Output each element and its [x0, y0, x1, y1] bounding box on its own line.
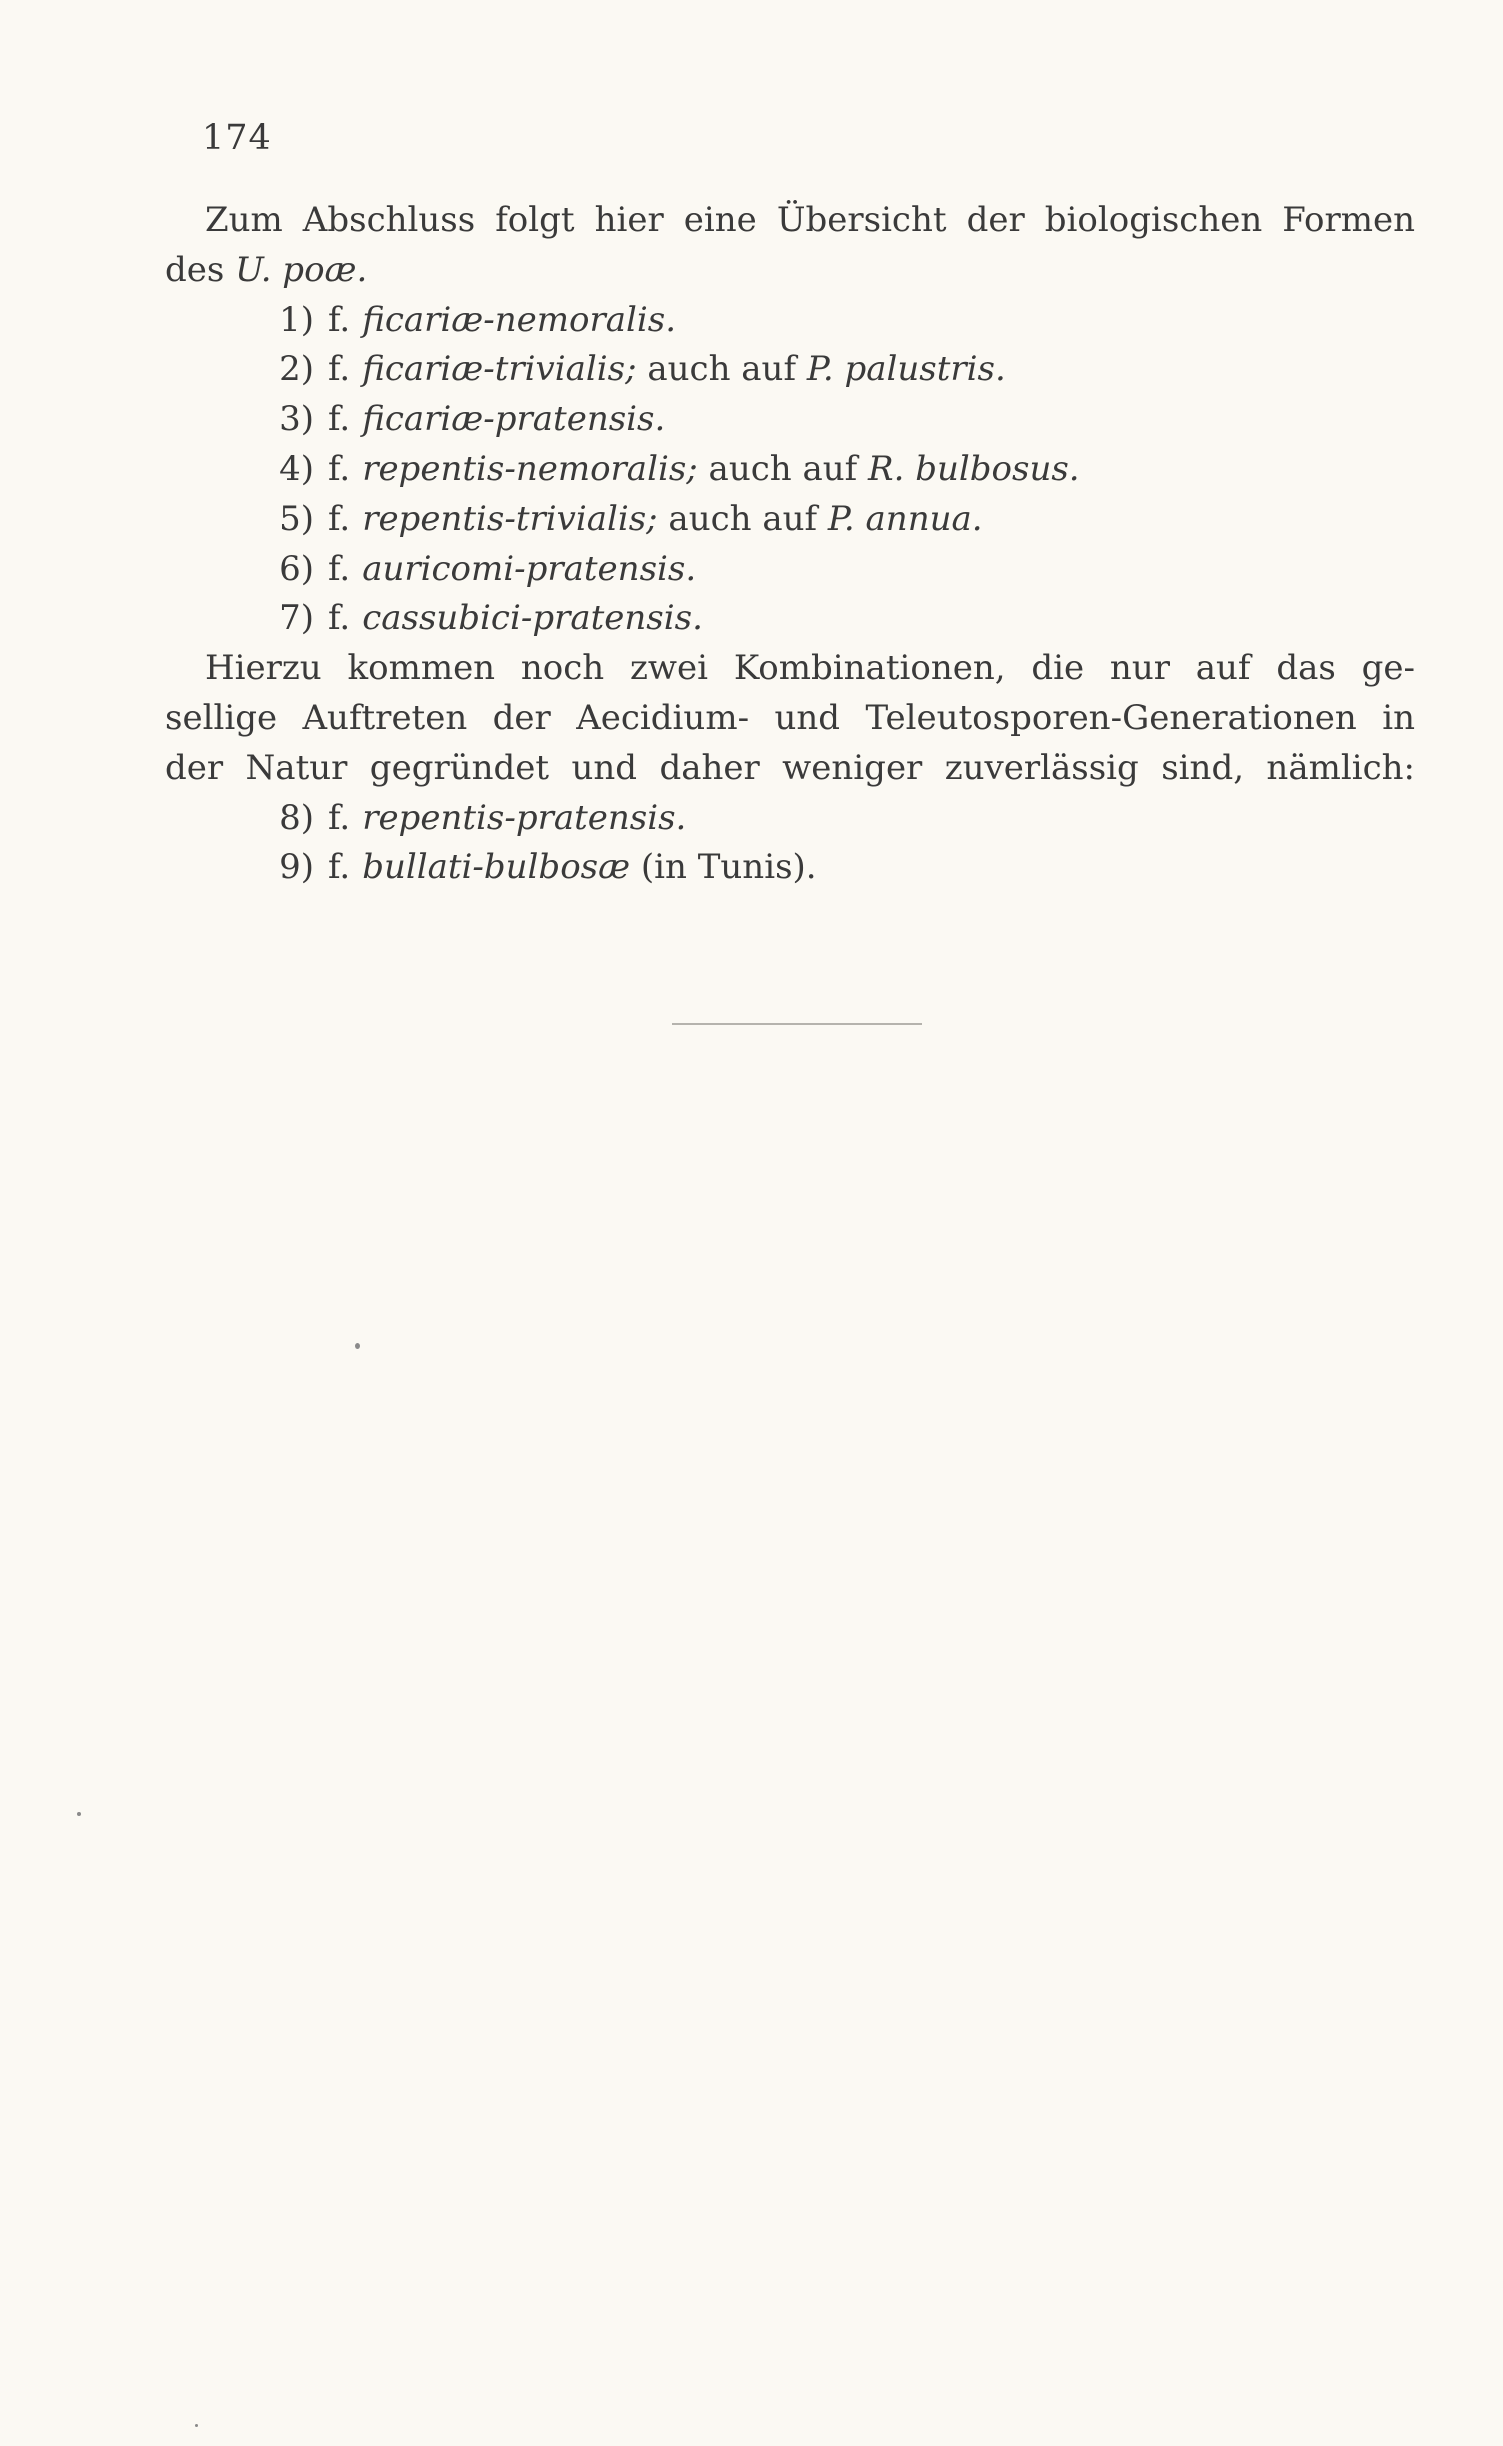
form-entry-3	[165, 395, 1415, 445]
entry-host: R. bulbosus.	[868, 448, 1080, 489]
intro-line-1: Zum Abschluss folgt hier eine Übersicht der biologischen Formen	[205, 200, 1415, 240]
form-entry-8	[165, 794, 1415, 844]
form-entry-4	[165, 445, 1415, 495]
form-entry-1	[165, 296, 1415, 346]
intro-line-2	[165, 246, 1415, 296]
entry-number: 4)	[279, 448, 314, 489]
entry-number: 7)	[279, 598, 314, 639]
form-entry-9	[165, 843, 1415, 893]
entry-name: ficariæ-nemoralis.	[362, 299, 677, 340]
paragraph-line-2: sellige Auftreten der Aecidium- und Teleutosporen-Generationen in	[165, 697, 1415, 738]
entry-name: ficariæ-pratensis.	[362, 399, 666, 440]
intro-line-2-prefix: des	[165, 249, 236, 290]
entry-name: repentis-nemoralis;	[362, 448, 698, 489]
entry-f: f.	[328, 797, 351, 838]
entry-rest: auch auf	[697, 448, 869, 489]
paragraph-line-1: Hierzu kommen noch zwei Kombinationen, die nur auf das ge-	[205, 648, 1415, 689]
entry-f: f.	[328, 548, 351, 589]
entry-f: f.	[328, 399, 351, 440]
form-entry-2	[165, 345, 1415, 395]
paper-speck	[195, 2424, 198, 2427]
paragraph-line-3: der Natur gegründet und daher weniger zuverlässig sind, nämlich:	[165, 747, 1415, 788]
entry-number: 9)	[279, 847, 314, 888]
entry-name: cassubici-pratensis.	[362, 598, 703, 639]
entry-number: 3)	[279, 399, 314, 440]
entry-host: P. palustris.	[806, 349, 1006, 390]
entry-name: repentis-pratensis.	[362, 797, 687, 838]
entry-name: repentis-trivialis;	[362, 498, 658, 539]
entry-f: f.	[328, 448, 351, 489]
form-entry-6	[165, 545, 1415, 595]
text-block	[165, 196, 1415, 893]
entry-number: 2)	[279, 349, 314, 390]
entry-rest: auch auf	[636, 349, 807, 390]
paper-speck	[77, 1812, 81, 1816]
entry-name: bullati-bulbosæ	[362, 847, 631, 888]
species-name: U. poæ.	[235, 249, 368, 290]
entry-f: f.	[328, 349, 351, 390]
section-divider	[672, 1023, 922, 1025]
entry-name: auricomi-pratensis.	[362, 548, 697, 589]
entry-number: 1)	[279, 299, 314, 340]
paper-speck	[355, 1343, 360, 1349]
entry-name: ficariæ-trivialis;	[362, 349, 637, 390]
entry-rest: auch auf	[657, 498, 828, 539]
entry-host: P. annua.	[827, 498, 983, 539]
entry-f: f.	[328, 498, 351, 539]
entry-f: f.	[328, 847, 351, 888]
entry-number: 8)	[279, 797, 314, 838]
entry-f: f.	[328, 299, 351, 340]
form-entry-7	[165, 594, 1415, 644]
entry-f: f.	[328, 598, 351, 639]
page-number: 174	[202, 118, 272, 158]
form-entry-5	[165, 495, 1415, 545]
entry-rest: (in Tunis).	[630, 847, 817, 888]
entry-number: 6)	[279, 548, 314, 589]
entry-number: 5)	[279, 498, 314, 539]
